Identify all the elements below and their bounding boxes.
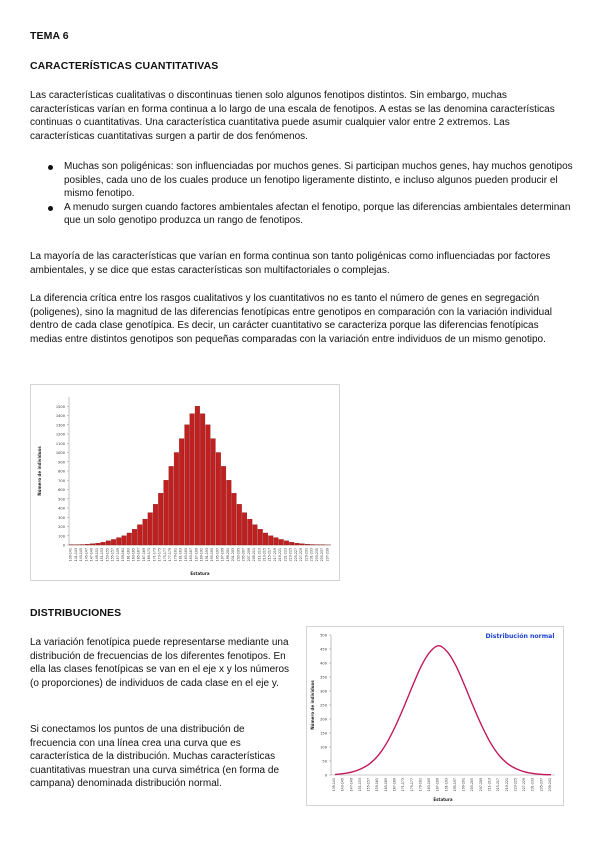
histogram-y-tick-label: 700 (58, 478, 65, 483)
histogram-bar (200, 414, 205, 545)
normal-chart-title: Distribución normal (485, 633, 555, 640)
histogram-x-tick-label: 173-175 (157, 548, 162, 562)
normal-y-tick-label: 250 (320, 703, 327, 708)
normal-x-tick-label: 231-233 (530, 778, 535, 792)
normal-x-tick-label: 155-157 (366, 778, 371, 792)
histogram-x-tick-label: 145-147 (84, 548, 89, 562)
histogram-x-tick-label: 151-153 (100, 548, 105, 562)
histogram-x-tick-label: 203-205 (236, 548, 241, 562)
histogram-bar (158, 493, 163, 545)
normal-x-tick-label: 223-225 (513, 778, 518, 792)
histogram-bar (96, 543, 101, 545)
normal-x-tick-label: 207-209 (478, 778, 483, 792)
bullet-dot (48, 206, 53, 211)
normal-x-tick-label: 195-197 (452, 778, 457, 792)
histogram-x-tick-label: 189-191 (199, 548, 204, 562)
histogram-x-tick-label: 139-141 (68, 548, 73, 562)
histogram-x-tick-label: 217-219 (272, 548, 277, 562)
histogram-x-tick-label: 205-207 (241, 548, 246, 562)
normal-x-tick-label: 219-221 (504, 778, 509, 792)
histogram-x-tick-label: 215-217 (267, 548, 272, 562)
normal-x-tick-label: 191-193 (444, 778, 449, 792)
histogram-x-tick-label: 153-155 (105, 548, 110, 562)
normal-y-tick-label: 0 (324, 773, 327, 778)
normal-x-tick-label: 175-177 (409, 778, 414, 792)
bullet-item-poligenicas (48, 160, 573, 201)
histogram-x-tick-label: 209-211 (252, 548, 257, 562)
histogram-y-tick-label: 1000 (55, 451, 65, 455)
histogram-x-axis-label: Estatura (190, 571, 210, 576)
histogram-y-axis-label: Número de individuos (37, 446, 42, 496)
histogram-x-tick-label: 167-169 (141, 548, 146, 562)
normal-y-tick-label: 350 (320, 675, 327, 680)
paragraph-distribucion-frecuencias: La variación fenotípica puede representarse mediante una distribución de frecuencias de los diferentes fenotipos. En ella las clases fenotípicas se van en el eje x y los números (o proporciones) de individuos de cada clase en el eje y. (30, 637, 290, 689)
histogram-y-tick-label: 300 (58, 515, 65, 520)
section-title-cuantitativas: CARACTERÍSTICAS CUANTITATIVAS (30, 60, 219, 72)
normal-x-tick-label: 167-169 (392, 778, 397, 792)
histogram-bar (221, 466, 226, 545)
normal-y-tick-label: 100 (320, 745, 327, 750)
histogram-x-tick-label: 175-177 (162, 548, 167, 562)
normal-x-tick-label: 163-165 (383, 778, 388, 792)
histogram-x-tick-label: 213-215 (262, 548, 267, 562)
histogram-bar (268, 536, 273, 545)
histogram-bar (122, 536, 127, 545)
normal-y-tick-label: 500 (320, 633, 327, 638)
histogram-bar (185, 425, 190, 545)
histogram-bar (263, 533, 268, 545)
histogram-y-tick-label: 800 (58, 469, 65, 474)
histogram-x-tick-label: 225-227 (293, 548, 298, 562)
histogram-x-tick-label: 181-183 (178, 548, 183, 562)
histogram-y-tick-label: 600 (58, 488, 65, 492)
histogram-bar (179, 439, 184, 545)
histogram-bar (216, 453, 221, 546)
histogram-bar (90, 544, 95, 545)
histogram-x-tick-label: 155-157 (110, 548, 115, 562)
normal-x-axis-label: Estatura (433, 797, 453, 802)
histogram-x-tick-label: 207-209 (246, 548, 251, 562)
histogram-bar (137, 525, 142, 545)
bullet-dot (48, 165, 53, 170)
normal-y-tick-label: 400 (320, 661, 327, 666)
histogram-x-tick-label: 195-197 (215, 548, 220, 562)
histogram-bar (300, 544, 305, 545)
histogram-y-tick-label: 0 (62, 543, 65, 548)
histogram-x-tick-label: 179-181 (173, 548, 178, 562)
histogram-bar (169, 466, 174, 545)
normal-y-axis-label: Número de individuos (310, 680, 315, 730)
histogram-bar (211, 439, 216, 545)
histogram-x-tick-label: 149-151 (94, 548, 99, 562)
paragraph-multifactoriales: La mayoría de las características que varían en forma continua son tanto poligénicas como influenciadas por factores ambientales, y se dice que estas características son multifactoriales o complejas. (30, 251, 551, 276)
histogram-y-tick-label: 200 (58, 525, 65, 529)
normal-series-line (335, 646, 551, 775)
histogram-x-tick-label: 235-237 (320, 548, 325, 562)
histogram-x-tick-label: 227-229 (299, 548, 304, 562)
histogram-x-tick-label: 143-145 (79, 548, 84, 562)
histogram-y-tick-label: 1300 (55, 423, 65, 428)
histogram-bar (237, 504, 242, 545)
histogram-bar (284, 541, 289, 545)
paragraph-diferencia-critica: La diferencia crítica entre los rasgos cualitativos y los cuantitativos no es tanto el número de genes en segregación (poligenes), sino la magnitud de las diferencias fenotípicas entre genotipos en comparación con la variación individual dentro de cada clase genotípica. Es decir, un carácter cuantitativo se caracteriza porque las diferencias fenotípicas medias entre distintos genotipos son pequeñas comparadas con la variación entre individuos de un mismo genotipo. (30, 293, 552, 345)
histogram-y-tick-label: 1100 (55, 441, 65, 446)
histogram-bar (274, 538, 279, 545)
histogram-x-tick-label: 185-187 (189, 548, 194, 562)
histogram-x-tick-label: 223-225 (288, 548, 293, 562)
histogram-y-tick-label: 500 (58, 497, 65, 502)
histogram-bar (295, 543, 300, 545)
bullet-list (48, 160, 573, 228)
histogram-bar (143, 519, 148, 545)
bullet-text: A menudo surgen cuando factores ambientales afectan el fenotipo, porque las diferencias ambientales determinan que un solo genotipo produzca un rango de fenotipos. (64, 201, 571, 226)
histogram-bar (190, 414, 195, 545)
normal-x-tick-label: 227-229 (522, 778, 527, 792)
histogram-bar (247, 519, 252, 545)
histogram-bar (174, 453, 179, 546)
histogram-x-tick-label: 163-165 (131, 548, 136, 562)
histogram-x-tick-label: 141-143 (73, 548, 78, 562)
histogram-bar (153, 504, 158, 545)
normal-x-tick-label: 215-217 (496, 778, 501, 792)
histogram-bar (127, 533, 132, 545)
histogram-x-tick-label: 157-159 (115, 548, 120, 562)
histogram-bar (242, 513, 247, 545)
histogram-x-tick-label: 201-203 (231, 548, 236, 562)
histogram-bar (106, 541, 111, 545)
histogram-bar (148, 513, 153, 545)
histogram-x-tick-label: 147-149 (89, 548, 94, 562)
histogram-x-tick-label: 199-201 (225, 548, 230, 562)
bullet-item-ambientales (48, 201, 573, 228)
histogram-x-tick-label: 169-171 (147, 548, 152, 562)
histogram-bar (305, 544, 310, 545)
normal-x-tick-label: 143-145 (340, 778, 345, 792)
histogram-x-tick-label: 211-213 (257, 548, 262, 562)
histogram-figure (30, 384, 340, 581)
histogram-x-tick-label: 229-231 (304, 548, 309, 562)
normal-x-tick-label: 159-161 (375, 778, 380, 792)
histogram-bar (116, 538, 121, 545)
bullet-text: Muchas son poligénicas: son influenciadas por muchos genes. Si participan muchos genes, hay muchos genotipos posibles, cada uno de los cuales produce un fenotipo ligeramente distinto, e incluso algunos pueden producir el mismo fenotipo. (64, 161, 573, 199)
histogram-bar (253, 525, 258, 545)
normal-y-tick-label: 150 (320, 731, 327, 736)
normal-y-tick-label: 200 (320, 717, 327, 722)
histogram-x-tick-label: 237-239 (325, 548, 330, 562)
histogram-bar (85, 544, 90, 545)
tema-heading: TEMA 6 (30, 30, 69, 42)
histogram-bar (232, 493, 237, 545)
histogram-x-tick-label: 183-185 (183, 548, 188, 562)
histogram-x-tick-label: 159-161 (121, 548, 126, 562)
histogram-x-tick-label: 177-179 (168, 548, 173, 562)
normal-curve-figure (306, 626, 564, 806)
histogram-bar (101, 542, 106, 545)
histogram-bar (111, 539, 116, 545)
histogram-x-tick-label: 193-195 (210, 548, 215, 562)
histogram-x-tick-label: 161-163 (126, 548, 131, 562)
histogram-y-tick-label: 1500 (55, 404, 65, 409)
normal-x-tick-label: 179-181 (418, 778, 423, 792)
histogram-x-tick-label: 221-223 (283, 548, 288, 562)
histogram-bar (258, 529, 263, 545)
normal-y-tick-label: 450 (320, 647, 327, 652)
histogram-bar (279, 539, 284, 545)
histogram-bar (195, 406, 200, 545)
normal-x-tick-label: 147-149 (349, 778, 354, 792)
histogram-x-tick-label: 197-199 (220, 548, 225, 562)
normal-x-tick-label: 171-173 (401, 778, 406, 792)
histogram-x-tick-label: 231-233 (309, 548, 314, 562)
normal-x-tick-label: 139-141 (332, 778, 336, 792)
histogram-x-tick-label: 187-189 (194, 548, 199, 562)
histogram-x-tick-label: 233-235 (314, 548, 319, 562)
section-title-distribuciones: DISTRIBUCIONES (30, 607, 122, 619)
histogram-y-tick-label: 100 (58, 534, 65, 539)
histogram-y-tick-label: 1200 (55, 432, 65, 437)
normal-curve-chart (307, 627, 563, 805)
histogram-bar (164, 480, 169, 545)
histogram-x-tick-label: 165-167 (136, 548, 141, 562)
paragraph-distribucion-normal: Si conectamos los puntos de una distribución de frecuencia con una línea crea una curva que es característica de la distribución. Muchas características cuantitativas muestran una curva simétrica (en forma de campana) denominada distribución normal. (30, 724, 279, 789)
histogram-y-tick-label: 1400 (55, 414, 65, 418)
histogram-bar (132, 529, 137, 545)
paragraph-intro: Las características cualitativas o discontinuas tienen solo algunos fenotipos distintos. Sin embargo, muchas características varían en forma continua a lo largo de una escala de fenotipos. A estas se las denomina características continuas o cuantitativas. Una característica cuantitativa puede asumir cualquier valor entre 2 extremos. Las características cuantitativas surgen a partir de dos fenómenos. (30, 90, 555, 142)
histogram-y-tick-label: 900 (58, 460, 65, 465)
normal-x-tick-label: 151-153 (357, 778, 362, 792)
normal-x-tick-label: 187-189 (435, 778, 440, 792)
histogram-x-tick-label: 171-173 (152, 548, 157, 562)
normal-x-tick-label: 203-205 (470, 778, 475, 792)
normal-y-tick-label: 50 (322, 759, 327, 764)
normal-x-tick-label: 211-213 (487, 778, 492, 792)
histogram-bar (227, 480, 232, 545)
normal-x-tick-label: 235-237 (539, 778, 544, 792)
normal-x-tick-label: 239-241 (548, 778, 552, 792)
normal-x-tick-label: 199-201 (461, 778, 466, 792)
histogram-x-tick-label: 191-193 (204, 548, 209, 562)
histogram-y-tick-label: 400 (58, 506, 65, 511)
histogram-bar (206, 425, 211, 545)
histogram-chart (31, 385, 339, 580)
normal-y-tick-label: 300 (320, 689, 327, 694)
histogram-bar (289, 542, 294, 545)
histogram-x-tick-label: 219-221 (278, 548, 283, 562)
normal-x-tick-label: 183-185 (427, 778, 432, 792)
